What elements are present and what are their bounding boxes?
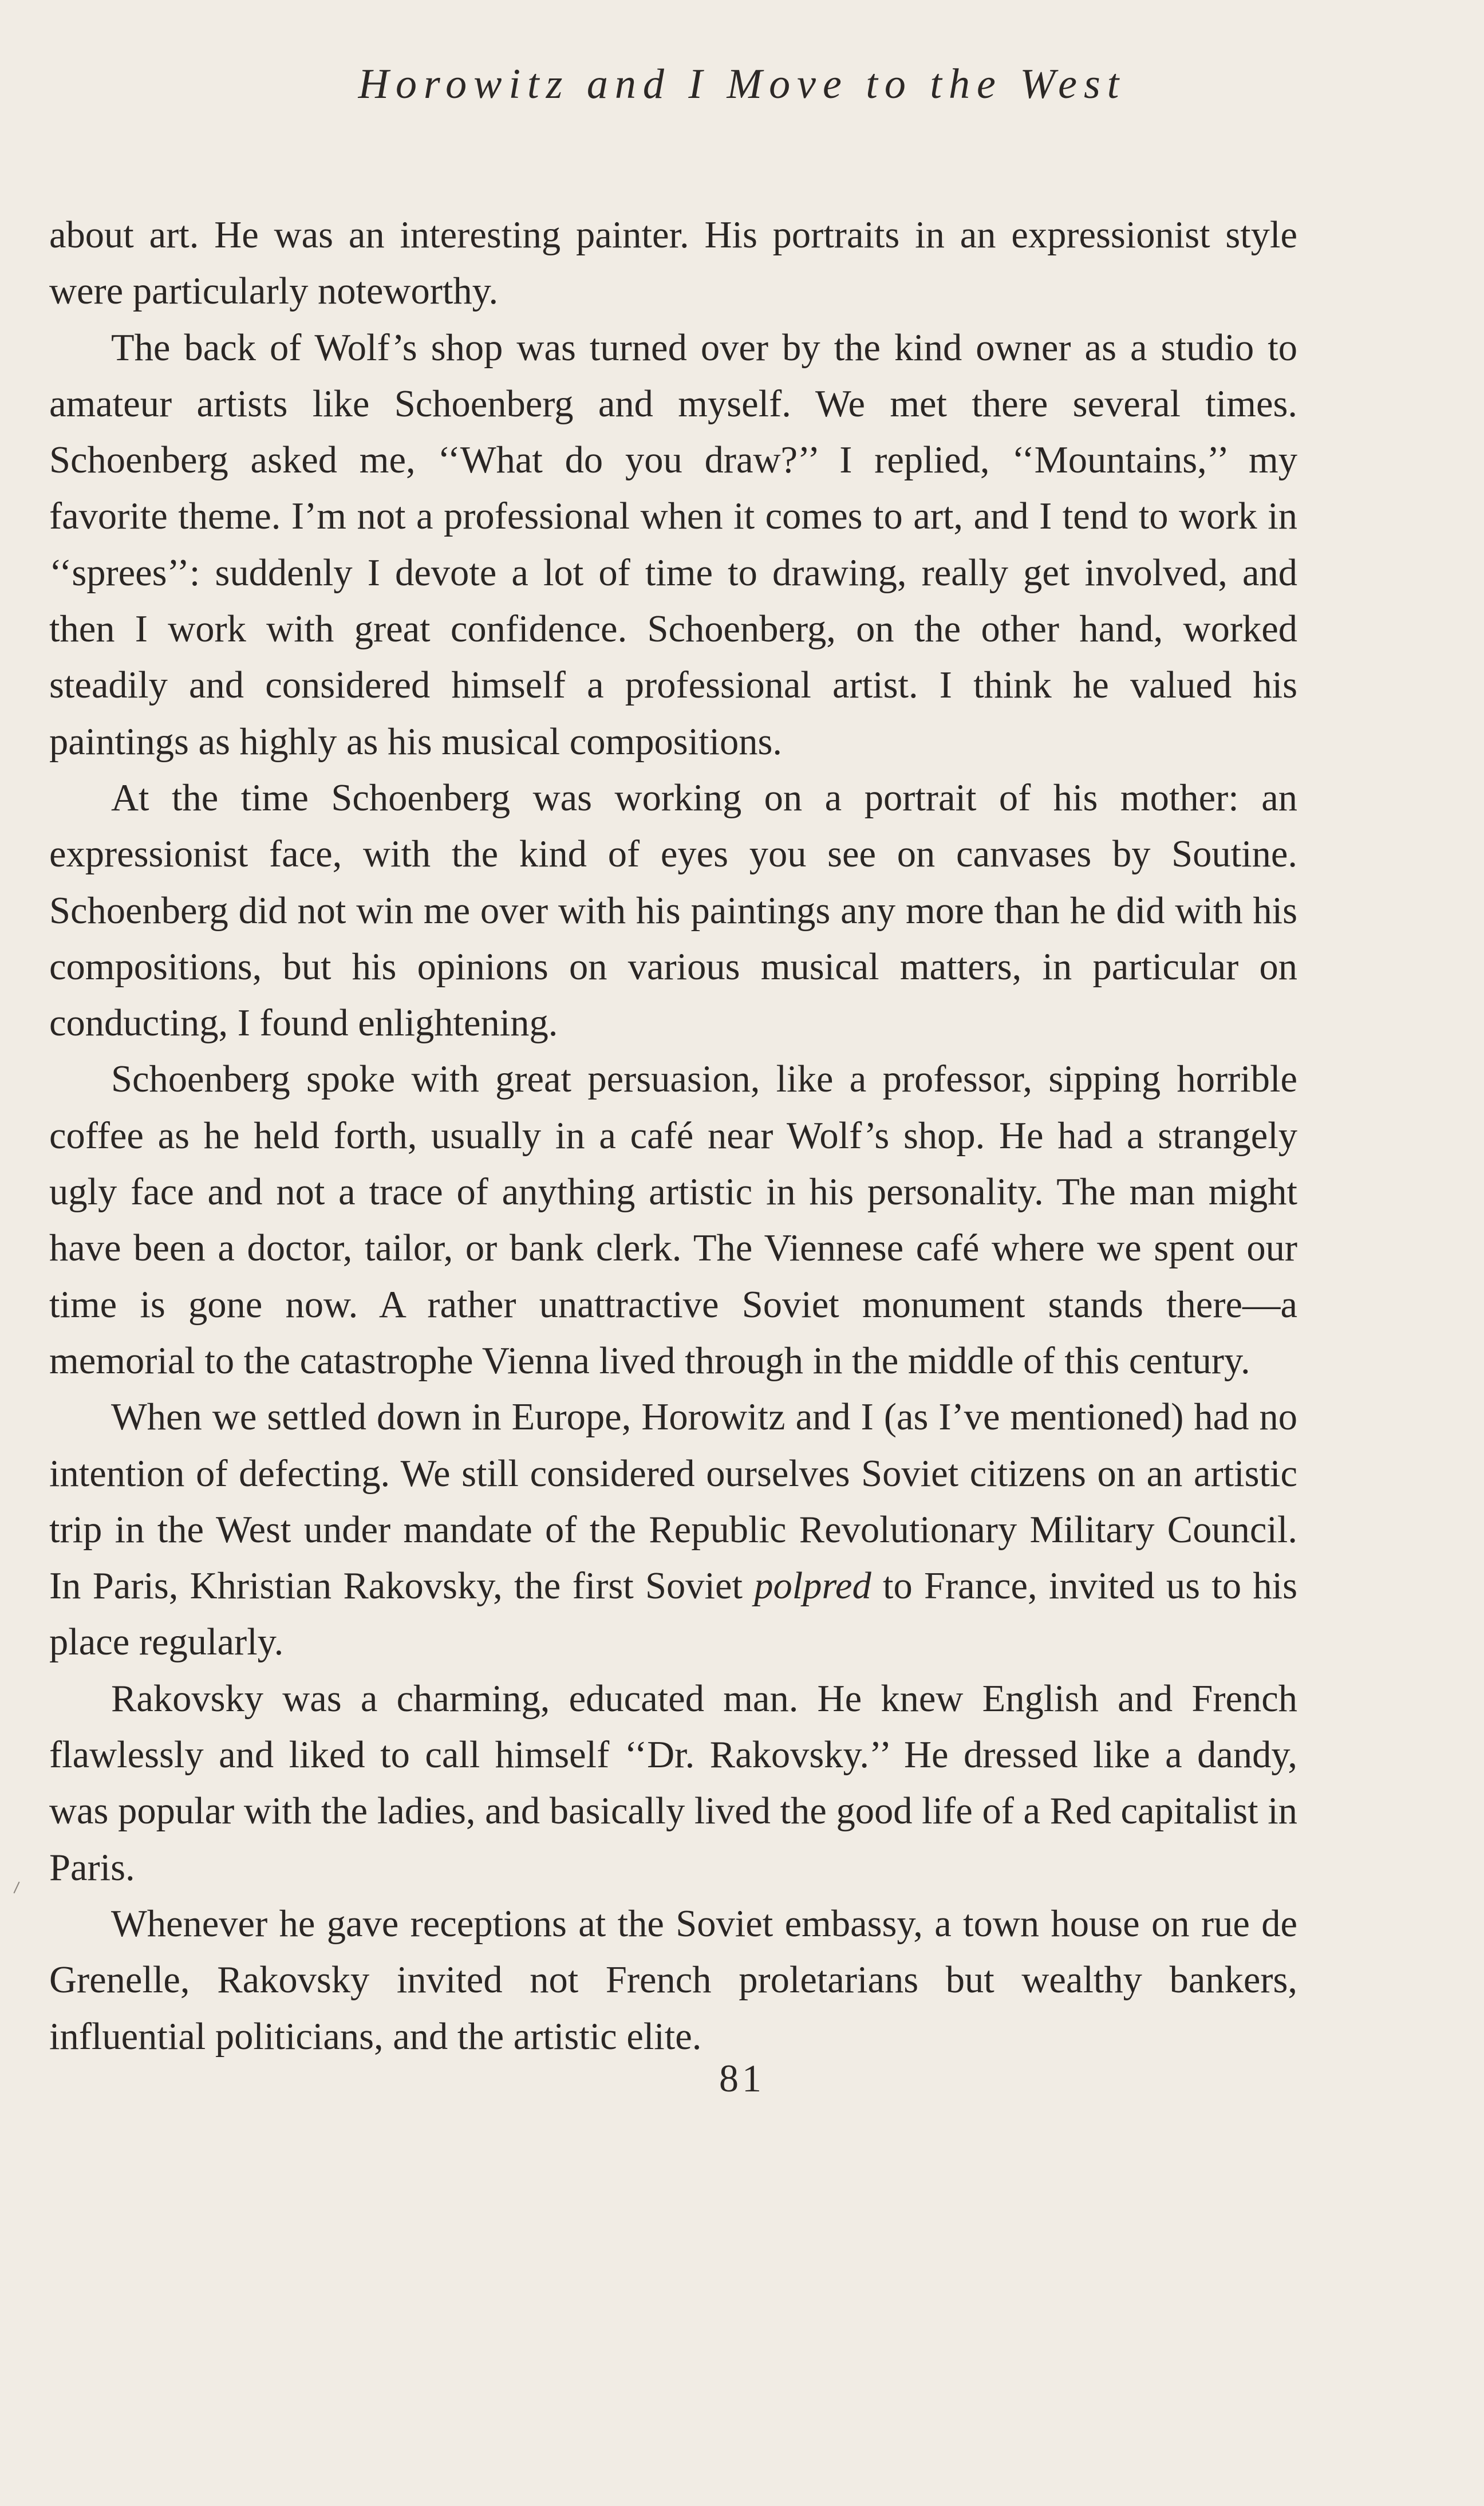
paragraph: about art. He was an interesting painter. His portraits in an expressionist style were particularly noteworthy. bbox=[49, 214, 1297, 313]
paragraph: Rakovsky was a charming, educated man. He knew English and French flawlessly and liked to call himself ‘‘Dr. Rakovsky.’’ He dressed like a dandy, was popular with the ladies, and basically lived the good life of a Red capitalist in Paris. bbox=[49, 1677, 1297, 1889]
paragraph-text: When we settled down in Europe, Horowitz and I (as I’ve mentioned) had no intention of defecting. We still considered ourselves Soviet citizens on an artistic trip in the West under mandate of the Republic Revolutionary Military Council. In Paris, Khristian Rakovsky, the first Soviet bbox=[49, 1396, 1297, 1607]
paragraph: At the time Schoenberg was working on a portrait of his mother: an expressionist face, with the kind of eyes you see on canvases by Soutine. Schoenberg did not win me over with his paintings any more than he did with his compositions, but his opinions on various musical matters, in particular on conducting, I found enlightening. bbox=[49, 777, 1297, 1045]
margin-mark bbox=[13, 1882, 19, 1894]
paragraph: The back of Wolf’s shop was turned over by the kind owner as a studio to amateur artists like Schoenberg and myself. We met there several times. Schoenberg asked me, ‘‘What do you draw?’’ I replied, ‘‘Mountains,’’ my favorite theme. I’m not a professional when it comes to art, and I tend to work in ‘‘sprees’’: suddenly I devote a lot of time to drawing, really get involved, and then I work with great confidence. Schoenberg, on the other hand, worked steadily and considered himself a professional artist. I think he valued his paintings as highly as his musical compositions. bbox=[49, 326, 1297, 763]
paragraph bbox=[49, 1389, 1297, 1670]
paragraph: Whenever he gave receptions at the Soviet embassy, a town house on rue de Grenelle, Rakovsky invited not French proletarians but wealthy bankers, influential politicians, and the artistic elite. bbox=[49, 1902, 1297, 2058]
running-head: Horowitz and I Move to the West bbox=[358, 61, 1126, 108]
paragraph-text: to France, invited us to his place regularly. bbox=[49, 1565, 1297, 1664]
paragraph: Schoenberg spoke with great persuasion, like a professor, sipping horrible coffee as he held forth, usually in a café near Wolf’s shop. He had a strangely ugly face and not a trace of anything artistic in his personality. The man might have been a doctor, tailor, or bank clerk. The Viennese café where we spent our time is gone now. A rather unattractive Soviet monument stands there—a memorial to the catastrophe Vienna lived through in the middle of this century. bbox=[49, 1058, 1297, 1382]
page-number: 81 bbox=[719, 2056, 765, 2100]
italic-term: polpred bbox=[754, 1565, 871, 1607]
body-text bbox=[49, 207, 1297, 2065]
